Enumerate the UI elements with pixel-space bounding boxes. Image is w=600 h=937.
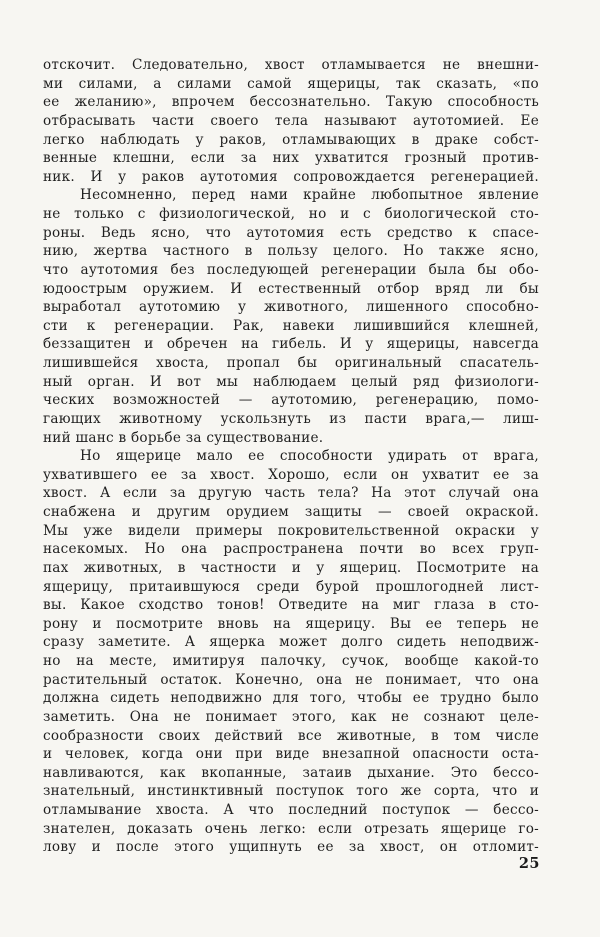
text-line: нию, жертва частного в пользу целого. Но также ясно,	[43, 243, 539, 260]
text-line: Но ящерице мало ее способности удирать от врага,	[80, 448, 539, 465]
page-number: 25	[518, 855, 540, 872]
text-line: Мы уже видели примеры покровительственной окраски у	[43, 522, 539, 539]
text-line: сообразности своих действий все животные, в том числе	[43, 727, 539, 744]
text-line: ний шанс в борьбе за существование.	[43, 429, 324, 446]
page-text	[43, 56, 539, 857]
text-line: растительный остаток. Конечно, она не понимает, что она	[43, 671, 539, 688]
text-line: и человек, когда они при виде внезапной опасности оста-	[43, 746, 539, 763]
text-line: ми силами, а силами самой ящерицы, так сказать, «по	[43, 75, 539, 92]
text-line: ческих возможностей — аутотомию, регенерацию, помо-	[43, 392, 539, 409]
text-line: венные клешни, если за них ухватится грозный против-	[43, 150, 539, 167]
text-line: заметить. Она не понимает этого, как не сознают целе-	[43, 708, 539, 725]
text-line: снабжена и другим орудием защиты — своей окраской.	[43, 504, 539, 520]
text-line: хвост. А если за другую часть тела? На этот случай она	[43, 485, 539, 502]
text-line: пах животных, в частности и у ящериц. Посмотрите на	[43, 559, 539, 576]
text-line: не только с физиологической, но и с биологической сто-	[43, 206, 539, 222]
text-line: ее желанию», впрочем бессознательно. Такую способность	[43, 94, 539, 111]
text-line: роны. Ведь ясно, что аутотомия есть средство к спасе-	[43, 224, 539, 241]
text-line: но на месте, имитируя палочку, сучок, вообще какой-то	[43, 653, 539, 669]
text-line: отскочит. Следовательно, хвост отламывается не внешни-	[43, 57, 539, 73]
text-line: Несомненно, перед нами крайне любопытное явление	[80, 187, 539, 204]
text-line: лишившейся хвоста, пропал бы оригинальный спасатель-	[43, 355, 539, 371]
text-line: знателен, доказать очень легко: если отрезать ящерице го-	[43, 820, 539, 837]
text-line: навливаются, как вкопанные, затаив дыхание. Это бессо-	[43, 764, 539, 781]
text-line: ухватившего ее за хвост. Хорошо, если он ухватит ее за	[43, 466, 539, 483]
text-line: ный орган. И вот мы наблюдаем целый ряд физиологи-	[43, 373, 539, 390]
text-line: ник. И у раков аутотомия сопровождается регенерацией.	[43, 168, 539, 185]
text-line: легко наблюдать у раков, отламывающих в драке собст-	[43, 131, 539, 148]
text-line: выработал аутотомию у животного, лишенного способно-	[43, 299, 539, 316]
text-line: отламывание хвоста. А что последний поступок — бессо-	[43, 802, 539, 818]
text-line: лову и после этого ущипнуть ее за хвост, он отломит-	[43, 839, 539, 856]
text-line: что аутотомия без последующей регенерации была бы обо-	[43, 261, 539, 278]
text-line: рону и посмотрите вновь на ящерицу. Вы ее теперь не	[43, 615, 539, 632]
text-line: насекомых. Но она распространена почти во всех груп-	[43, 541, 539, 558]
text-line: вы. Какое сходство тонов! Отведите на миг глаза в сто-	[43, 597, 539, 614]
text-line: беззащитен и обречен на гибель. И у ящерицы, навсегда	[43, 336, 539, 353]
text-line: юдоострым оружием. И естественный отбор вряд ли бы	[43, 280, 539, 297]
text-line: ящерицу, притаившуюся среди бурой прошлогодней лист-	[43, 578, 539, 595]
text-line: знательный, инстинктивный поступок того же сорта, что и	[43, 783, 539, 800]
text-line: отбрасывать части своего тела называют аутотомией. Ее	[43, 112, 539, 129]
text-line: сти к регенерации. Рак, навеки лишившийся клешней,	[43, 317, 539, 334]
text-line: сразу заметите. А ящерка может долго сидеть неподвиж-	[43, 634, 539, 651]
text-line: должна сидеть неподвижно для того, чтобы ее трудно было	[43, 690, 539, 707]
text-line: гающих животному ускользнуть из пасти врага,— лиш-	[43, 410, 539, 427]
